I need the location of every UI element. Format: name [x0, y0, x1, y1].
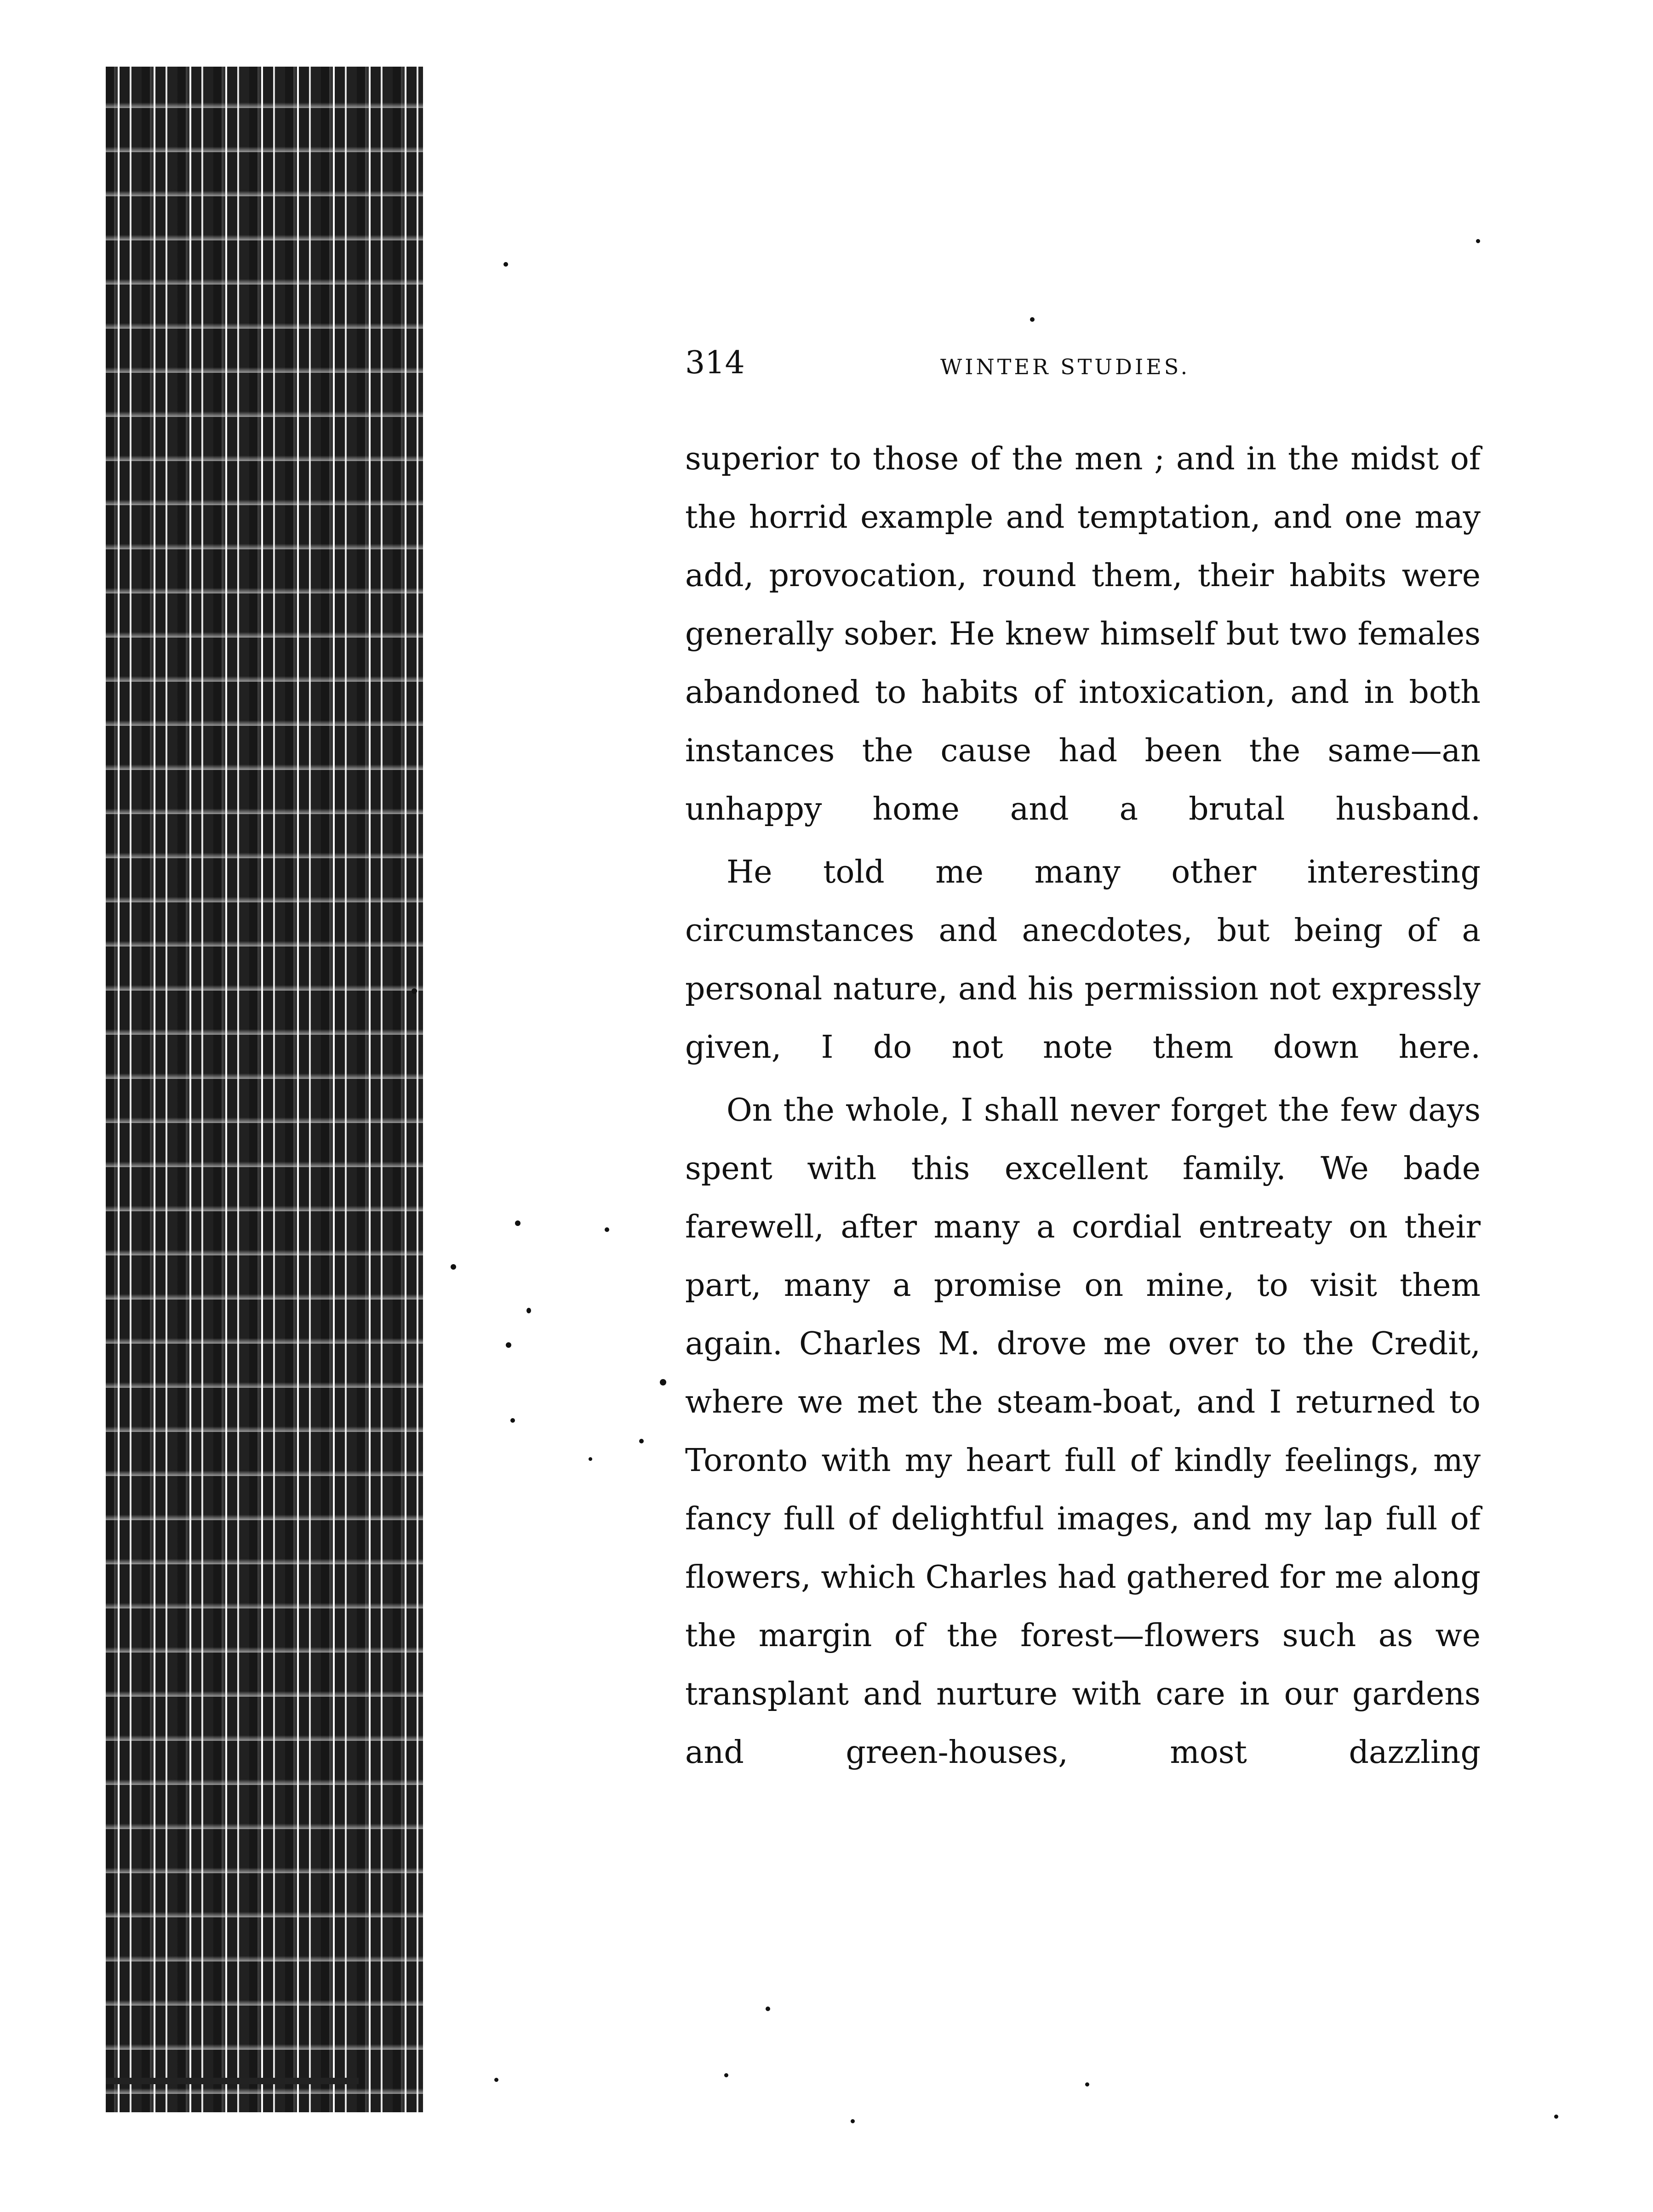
- paragraph: He told me many other interesting circumstances and anecdotes, but being of a personal nature, and his permission not expressly given, I do not note them down here.: [685, 854, 1481, 1066]
- scan-speck: [724, 2073, 728, 2077]
- scan-speck: [639, 1439, 644, 1443]
- scan-speck: [1476, 239, 1480, 243]
- paragraph: On the whole, I shall never forget the few days spent with this excellent family. We bade farewell, after many a cordial entreaty on their part, many a promise on mine, to visit them again. Charles M. drove me over to the Credit, where we met the steam-boat, and I returned to Toronto with my heart full of kindly feelings, my fancy full of delightful images, and my lap full of flowers, which Charles had gathered for me along the margin of the forest—flowers such as we transplant and nurture with care in our gardens and green-houses, most dazzling: [685, 1092, 1481, 1771]
- scan-speck: [494, 2078, 498, 2082]
- scan-speck: [526, 1308, 531, 1313]
- scan-speck: [503, 262, 508, 267]
- running-head: WINTER STUDIES.: [940, 354, 1190, 379]
- scan-speck: [766, 2007, 770, 2011]
- scan-speck: [506, 1342, 511, 1348]
- page-header: [685, 342, 1481, 384]
- scan-speck: [605, 1227, 609, 1232]
- scan-speck: [451, 1264, 456, 1270]
- page-number: 314: [685, 345, 745, 381]
- paragraph: superior to those of the men ; and in the midst of the horrid example and temptation, and one may add, provocation, round them, their habits were generally sober. He knew himself but two females abandoned to habits of intoxication, and in both instances the cause had been the same—an unhappy home and a brutal husband.: [685, 441, 1481, 827]
- body-text: [685, 430, 1481, 1786]
- scan-speck: [1554, 2115, 1558, 2119]
- scan-speck: [412, 988, 417, 994]
- scan-speck: [515, 1220, 520, 1226]
- scan-speck: [589, 1457, 592, 1461]
- scan-speck: [1085, 2082, 1089, 2087]
- scan-speck: [510, 1418, 515, 1423]
- scan-speck: [660, 1379, 666, 1385]
- scanned-binding-edge: [106, 67, 423, 2112]
- scan-speck: [851, 2119, 855, 2123]
- binding-bottom-edge: [106, 2078, 359, 2084]
- scan-speck: [1030, 317, 1035, 322]
